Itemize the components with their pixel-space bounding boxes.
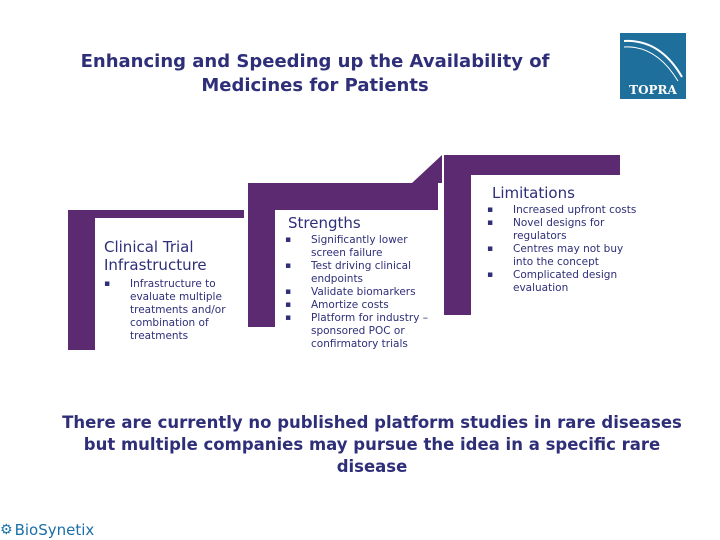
list-item: ▪ Complicated design evaluation: [487, 269, 618, 294]
biosynetix-logo: [0, 520, 94, 540]
bullet-icon: ▪: [487, 205, 494, 215]
bullet-icon: ▪: [285, 300, 292, 310]
brand-text: BioSynetix: [14, 521, 95, 539]
topra-logo: [620, 33, 686, 99]
gear-icon: ⚙: [0, 522, 13, 538]
slide-title: Enhancing and Speeding up the Availability of Medicines for Patients: [80, 51, 550, 96]
column-title-limitations: Limitations: [492, 184, 575, 202]
bullet-icon: ▪: [487, 218, 494, 228]
column-title-infrastructure: Clinical Trial Infrastructure: [104, 238, 207, 274]
step2-connector: [412, 155, 442, 183]
list-item: ▪ Validate biomarkers: [285, 286, 416, 298]
step2-top-bar: [248, 183, 438, 210]
list-item: ▪ Centres may not buy into the concept: [487, 243, 624, 268]
list-item: ▪ Novel designs for regulators: [487, 217, 605, 242]
limitations-bullet-list: [487, 204, 637, 295]
strengths-bullet-list: [285, 234, 435, 351]
bullet-icon: ▪: [285, 287, 292, 297]
bullet-icon: ▪: [487, 244, 494, 254]
infrastructure-bullet-list: [104, 278, 239, 343]
bullet-icon: ▪: [285, 261, 292, 271]
bullet-icon: ▪: [285, 313, 292, 323]
list-item: ▪ Increased upfront costs: [487, 204, 637, 216]
list-item: ▪ Platform for industry –sponsored POC or confirmatory trials: [285, 312, 428, 350]
list-item: ▪ Test driving clinical endpoints: [285, 260, 412, 285]
logo-text: TOPRA: [629, 83, 677, 97]
list-item: ▪ Amortize costs: [285, 299, 389, 311]
list-item: ▪ Significantly lower screen failure: [285, 234, 408, 259]
summary-statement: There are currently no published platform studies in rare diseases but multiple companies may pursue the idea in a specific rare disease: [62, 413, 682, 476]
step1-side-bar: [68, 210, 95, 350]
list-item: ▪ Infrastructure to evaluate multiple treatments and/or combination of treatments: [104, 278, 226, 342]
bullet-icon: ▪: [487, 270, 494, 280]
column-title-strengths: Strengths: [288, 214, 361, 232]
step2-side-bar: [248, 183, 275, 327]
step3-side-bar: [444, 155, 471, 315]
bullet-icon: ▪: [285, 235, 292, 245]
bullet-icon: ▪: [104, 279, 111, 289]
